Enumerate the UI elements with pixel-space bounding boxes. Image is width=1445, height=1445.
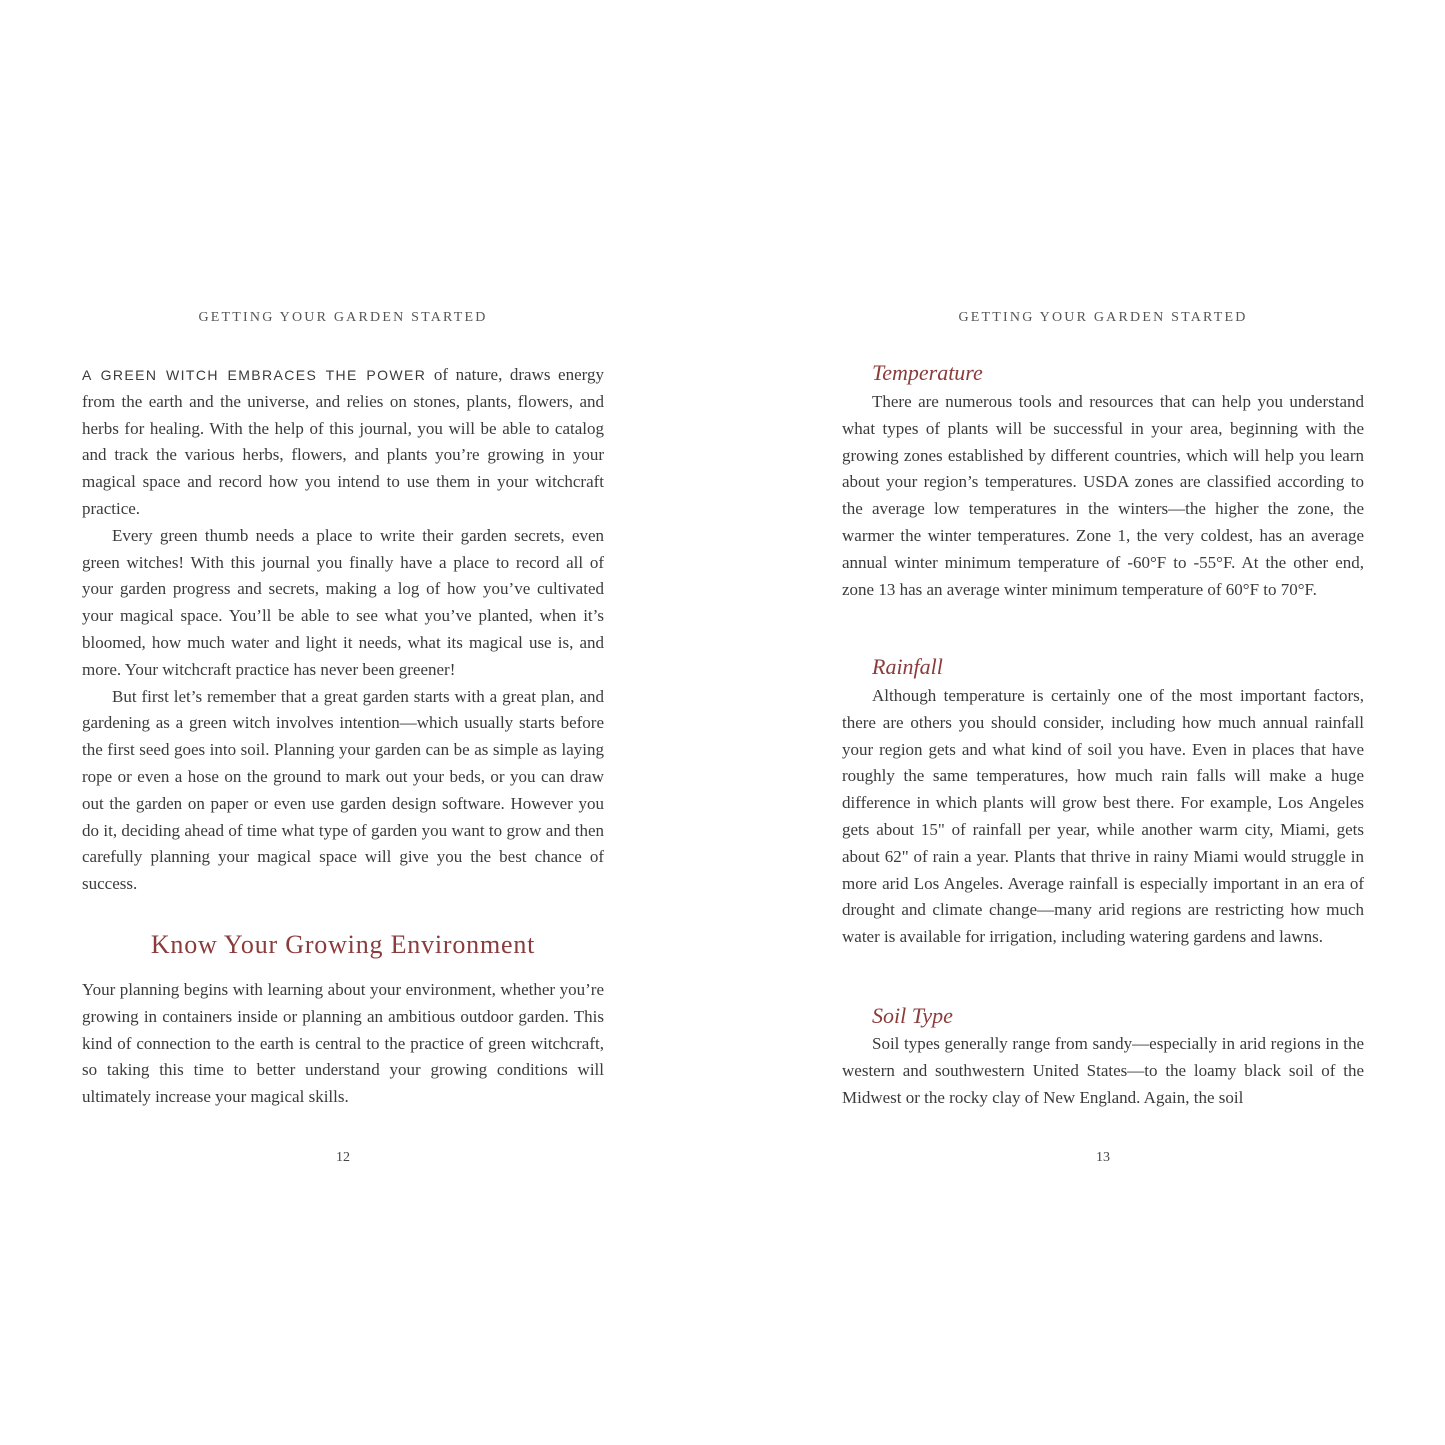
subheading-rainfall: Rainfall (872, 654, 943, 679)
lead-in-small-caps: A GREEN WITCH EMBRACES THE POWER (82, 367, 427, 383)
intro-paragraph-3: But first let’s remember that a great garden starts with a great plan, and gardening as a green witch involves intention—which usually starts before the first seed goes into soil. Planning your garden can be as simple as laying rope or even a hose on the ground to mark out your beds, or you can draw out the garden on paper or even use garden design software. However you do it, deciding ahead of time what type of garden you want to grow and then carefully planning your magical space will give you the best chance of success. (82, 686, 604, 894)
intro-text (82, 362, 604, 898)
running-head-right: GETTING YOUR GARDEN STARTED (958, 310, 1248, 325)
soil-type-paragraph: Soil types generally range from sandy—especially in arid regions in the western and southwestern United States—to the loamy black soil of the Midwest or the rocky clay of New England. Again, the soil (842, 1034, 1364, 1107)
right-page (842, 0, 1364, 1445)
subheading-temperature: Temperature (872, 360, 983, 385)
page-number-left: 12 (336, 1150, 350, 1165)
rainfall-paragraph: Although temperature is certainly one of the most important factors, there are others you should consider, including how much annual rainfall your region gets and what kind of soil you have. Even in places that have roughly the same temperatures, how much rain falls will make a huge difference in which plants will grow best there. For example, Los Angeles gets about 15" of rainfall per year, while another warm city, Miami, gets about 62" of rain a year. Plants that thrive in rainy Miami would struggle in more arid Los Angeles. Average rainfall is especially important in an era of drought and climate change—many arid regions are restricting how much water is available for irrigation, including watering gardens and lawns. (842, 686, 1364, 947)
temperature-paragraph: There are numerous tools and resources that can help you understand what types of plants will be successful in your area, beginning with the growing zones established by different countries, which will help you learn about your region’s temperatures. USDA zones are classified according to the average low temperatures in the winters—the higher the zone, the warmer the winter temperatures. Zone 1, the very coldest, has an average annual winter minimum temperature of -60°F to -55°F. At the other end, zone 13 has an average winter minimum temperature of 60°F to 70°F. (842, 392, 1364, 599)
temperature-text-block (842, 389, 1364, 603)
section-heading: Know Your Growing Environment (150, 930, 536, 959)
section-text-block (82, 977, 604, 1111)
section-paragraph: Your planning begins with learning about your environment, whether you’re growing in containers inside or planning an ambitious outdoor garden. This kind of connection to the earth is central to the practice of green witchcraft, so taking this time to better understand your growing conditions will ultimately increase your magical skills. (82, 980, 604, 1107)
intro-paragraph-2: Every green thumb needs a place to write their garden secrets, even green witches! With this journal you finally have a place to record all of your garden progress and secrets, making a log of how you’ve cultivated your magical space. You’ll be able to see what you’ve planted, when it’s bloomed, how much water and light it needs, what its magical use is, and more. Your witchcraft practice has never been greener! (82, 525, 604, 679)
running-head-left: GETTING YOUR GARDEN STARTED (198, 310, 488, 325)
rainfall-text-block (842, 683, 1364, 951)
intro-paragraph-1 (82, 362, 604, 523)
soil-type-text-block (842, 1031, 1364, 1111)
subheading-soil-type: Soil Type (872, 1003, 953, 1028)
left-page (82, 0, 604, 1445)
intro-paragraph-1-text: of nature, draws energy from the earth and the universe, and relies on stones, plants, flowers, and herbs for healing. With the help of this journal, you will be able to catalog and track the various herbs, flowers, and plants you’re growing in your magical space and record how you intend to use them in your witchcraft practice. (82, 365, 605, 518)
page-number-right: 13 (1096, 1150, 1110, 1165)
